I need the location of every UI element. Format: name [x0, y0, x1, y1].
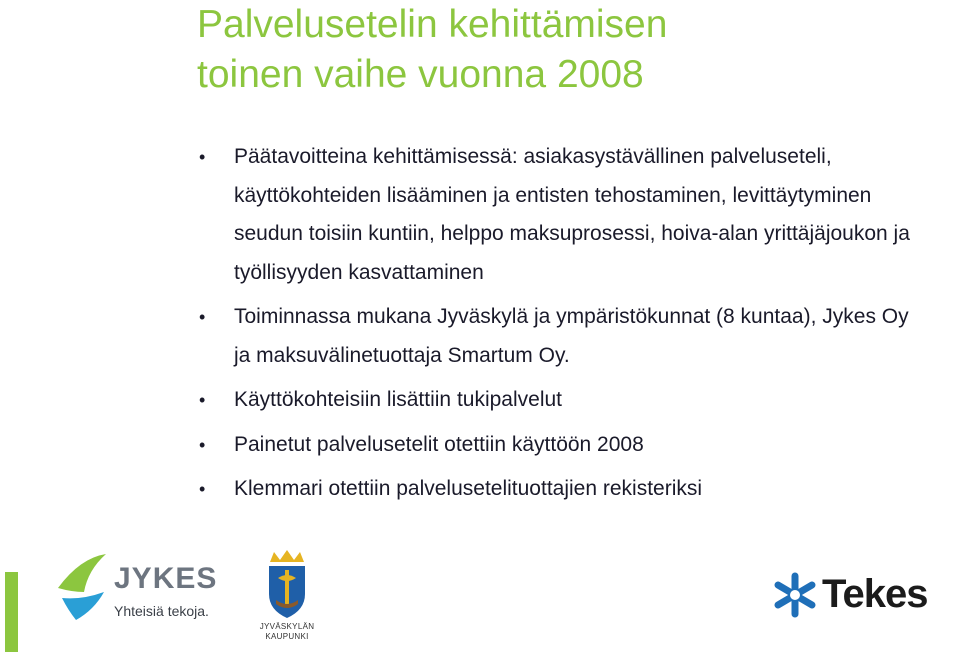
slide-title — [197, 0, 937, 100]
bullet-text: Klemmari otettiin palvelusetelituottajien rekisteriksi — [234, 477, 703, 500]
bullet-item-3 — [196, 381, 916, 420]
city-crest-label — [256, 622, 318, 642]
tekes-snowflake-icon — [772, 572, 818, 618]
bullet-text: Toiminnassa mukana Jyväskylä ja ympäristökunnat (8 kuntaa), Jykes Oy ja maksuvälinetuottaja Smartum Oy. — [234, 305, 909, 367]
city-crest-line-1: JYVÄSKYLÄN — [259, 622, 315, 631]
bullet-text: Päätavoitteina kehittämisessä: asiakasystävällinen palveluseteli, käyttökohteiden lisääminen ja entisten tehostaminen, levittäytyminen seudun toisiin kuntiin, helppo maksuprosessi, hoiva-alan yrittäjäjoukon ja työllisyyden kasvattaminen — [234, 145, 910, 284]
title-line-2: toinen vaihe vuonna 2008 — [197, 53, 644, 96]
bullet-dot: • — [199, 479, 206, 499]
bullet-item-5 — [196, 470, 916, 509]
tekes-logo-text: Tekes — [822, 572, 928, 616]
city-crest-line-2: KAUPUNKI — [265, 632, 309, 641]
jykes-logo-text: JYKES — [114, 562, 218, 595]
bullet-dot: • — [199, 434, 206, 455]
bullet-text: Painetut palvelusetelit otettiin käyttöön 2008 — [234, 432, 644, 456]
bullet-text: Käyttökohteisiin lisättiin tukipalvelut — [234, 388, 563, 411]
city-crest-icon — [262, 548, 312, 620]
bullet-dot: • — [199, 147, 206, 167]
bullet-dot: • — [199, 307, 206, 327]
bullet-item-1 — [196, 138, 916, 292]
bullet-item-2 — [196, 298, 916, 375]
bullet-dot: • — [199, 390, 206, 410]
green-side-bar — [5, 572, 18, 652]
bullet-item-4 — [196, 426, 916, 465]
jykes-tagline: Yhteisiä tekoja. — [114, 603, 209, 619]
title-line-1: Palvelusetelin kehittämisen — [197, 3, 668, 46]
bullet-list — [196, 138, 916, 515]
